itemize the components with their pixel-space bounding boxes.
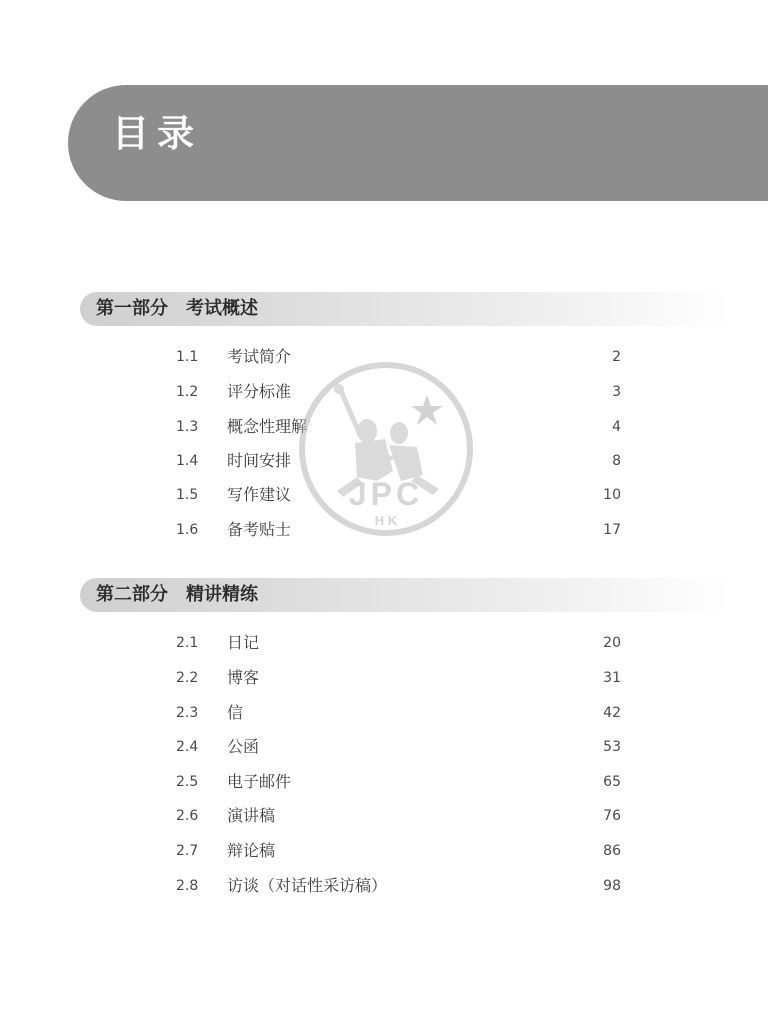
section-title: 第一部分 考试概述 [96,298,258,319]
toc-label: 概念性理解 [227,417,308,436]
toc-page-number: 3 [612,384,621,400]
watermark-subtext: H K [374,513,398,528]
toc-label: 考试简介 [227,347,292,366]
toc-page-number: 20 [603,635,621,651]
toc-entry-2-2[interactable] [0,667,768,689]
toc-label: 访谈（对话性采访稿） [227,876,388,895]
toc-entry-2-8[interactable] [0,875,768,897]
toc-page-number: 8 [612,453,621,469]
toc-page-number: 31 [603,670,621,686]
toc-number: 1.4 [176,453,199,469]
toc-page-number: 10 [603,487,621,503]
toc-label: 日记 [227,633,260,652]
toc-page-number: 2 [612,349,621,365]
section-header-part-2 [80,578,730,612]
toc-page-number: 76 [603,808,621,824]
toc-number: 2.7 [176,843,199,859]
toc-label: 辩论稿 [227,841,276,860]
toc-page-number: 17 [603,522,621,538]
toc-label: 评分标准 [227,382,292,401]
toc-number: 1.2 [176,384,199,400]
toc-header-band [68,85,768,201]
toc-page-number: 86 [603,843,621,859]
toc-number: 2.1 [176,635,199,651]
watermark-text: JPC [348,476,424,512]
toc-page-number: 4 [612,419,621,435]
toc-number: 1.6 [176,522,199,538]
toc-label: 公函 [227,737,260,756]
toc-number: 2.8 [176,878,199,894]
toc-label: 电子邮件 [227,772,292,791]
section-title: 第二部分 精讲精练 [96,584,258,605]
toc-label: 备考贴士 [227,520,292,539]
toc-label: 写作建议 [227,485,292,504]
toc-page-number: 53 [603,739,621,755]
page-title: 目录 [112,112,202,155]
toc-entry-2-5[interactable] [0,771,768,793]
toc-number: 2.4 [176,739,199,755]
section-header-part-1 [80,292,730,326]
toc-entry-2-7[interactable] [0,840,768,862]
star-icon [411,395,443,425]
toc-number: 2.6 [176,808,199,824]
toc-page-number: 42 [603,705,621,721]
toc-label: 信 [227,703,244,722]
toc-label: 博客 [227,668,260,687]
toc-entry-2-1[interactable] [0,632,768,654]
toc-number: 2.3 [176,705,199,721]
toc-entry-2-6[interactable] [0,805,768,827]
toc-page-number: 98 [603,878,621,894]
jpc-hk-watermark-logo [297,359,475,539]
toc-number: 2.5 [176,774,199,790]
toc-number: 1.1 [176,349,199,365]
toc-entry-2-4[interactable] [0,736,768,758]
toc-label: 演讲稿 [227,806,276,825]
toc-number: 1.3 [176,419,199,435]
toc-number: 2.2 [176,670,199,686]
toc-number: 1.5 [176,487,199,503]
toc-entry-2-3[interactable] [0,702,768,724]
toc-page-number: 65 [603,774,621,790]
toc-label: 时间安排 [227,451,292,470]
